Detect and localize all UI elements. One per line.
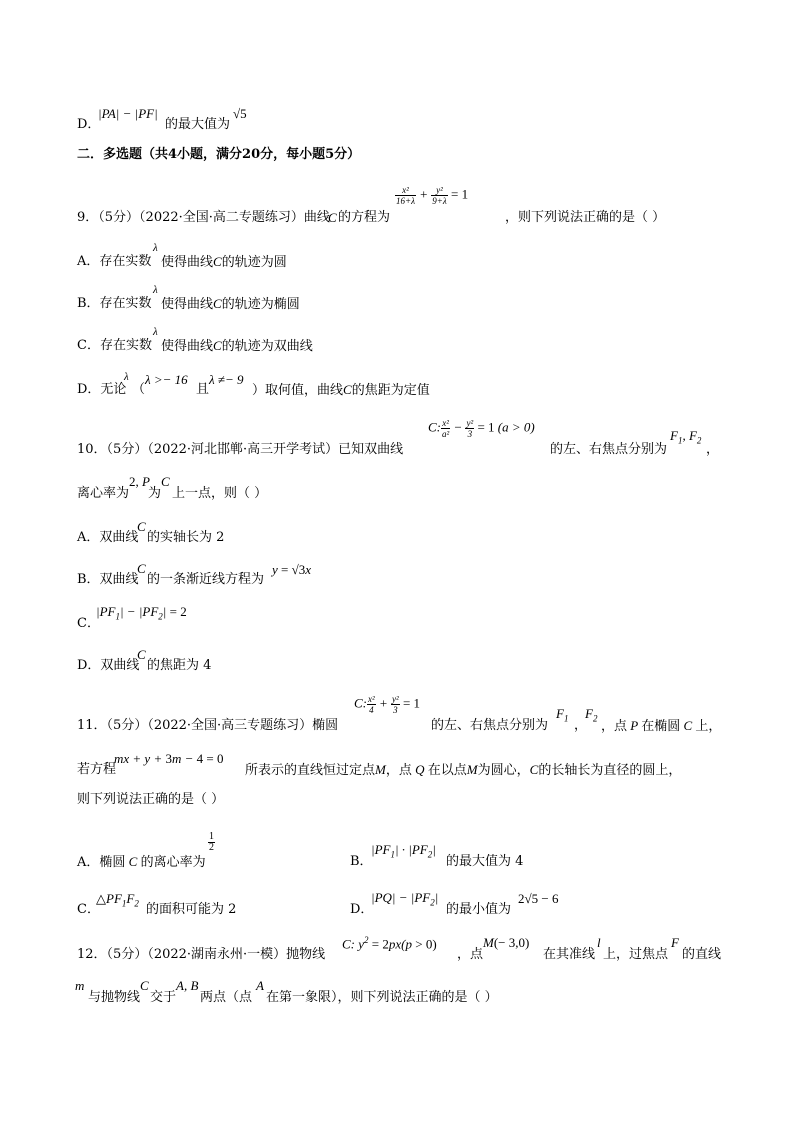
q9-option-c: C．存在实数 <box>77 338 152 353</box>
math-c: C <box>140 978 149 993</box>
q9-stem-b: 的方程为 <box>338 210 391 225</box>
q12-line2d: 在第一象限），则下列说法正确的是（ ） <box>266 990 498 1005</box>
math-m: m <box>75 978 85 993</box>
q10-option-d: D．双曲线 <box>77 658 140 673</box>
q9-stem-c: ，则下列说法正确的是（ ） <box>505 210 666 225</box>
math-c: C <box>137 647 146 662</box>
q11-line2: 所表示的直线恒过定点M，点 Q 在以点M为圆心，C的长轴长为直径的圆上， <box>245 762 682 778</box>
math-c: C <box>161 474 170 489</box>
q9-d3: 且 <box>196 382 210 397</box>
q12-line2a: 与抛物线 <box>88 990 141 1005</box>
q9-b2: 使得曲线C的轨迹为椭圆 <box>161 296 300 312</box>
q11-stem-cde: ，点 P 在椭圆 C 上， <box>601 718 722 734</box>
math-c: C <box>137 519 146 534</box>
q10-stem-a: 10．（5分）（2022·河北邯郸·高三开学考试）已知双曲线 <box>77 442 404 457</box>
math-l: l <box>597 935 601 950</box>
q10-d2: 的焦距为 4 <box>147 658 212 673</box>
q12-line2b: 交于 <box>150 990 177 1005</box>
q9-option-a: A．存在实数 <box>77 254 152 269</box>
math-pq-pf2: $|PQ| - |PF_2|$ <box>371 890 439 908</box>
q9-c: C <box>328 210 337 225</box>
q11-option-a: A．椭圆 C 的离心率为 <box>77 854 206 870</box>
q10-option-b: B．双曲线 <box>77 572 139 587</box>
math-m-point: M(− 3,0) <box>483 935 530 950</box>
q11-c2: 的面积可能为 2 <box>146 902 237 917</box>
q9-option-b: B．存在实数 <box>77 296 152 311</box>
q11-option-c: C． <box>77 902 100 917</box>
q11-comma: ， <box>574 718 588 733</box>
q9-d2: （ <box>132 382 146 397</box>
q11-option-b: B． <box>350 854 373 869</box>
math-parabola: C: $y^2 = 2px(p > 0)$ <box>342 935 437 952</box>
q10-b2: 的一条渐近线方程为 <box>147 572 265 587</box>
math-f1: $F_1$ <box>556 706 569 724</box>
math-pf1-pf2: $|PF_1| - |PF_2| = 2$ <box>96 604 187 622</box>
q11-d2: 的最小值为 <box>446 902 512 917</box>
q11-option-d: D． <box>350 902 374 917</box>
lambda: λ <box>153 242 158 254</box>
lambda: λ <box>153 284 158 296</box>
q12-stem-b: ，点 <box>457 947 484 962</box>
q12-stem-c: 在其准线 <box>543 947 596 962</box>
math-pa-pf: |PA| − |PF| <box>98 106 158 121</box>
math-pf1-times-pf2: $|PF_1| \cdot |PF_2|$ <box>371 842 436 860</box>
lambda: λ <box>153 326 158 338</box>
q10-line2b: 为 <box>148 486 162 501</box>
lambda: λ <box>124 371 129 383</box>
q12-line2c: 两点（点 <box>200 990 253 1005</box>
q10-option-c: C． <box>77 616 100 631</box>
math-a: A <box>256 978 264 993</box>
math-line-eq: mx + y + 3m − 4 = 0 <box>114 751 224 766</box>
q12-stem-a: 12．（5分）（2022·湖南永州·一模）抛物线 <box>77 947 326 962</box>
q10-stem-c: ， <box>706 442 720 457</box>
q11-stem-b: 的左、右焦点分别为 <box>431 718 549 733</box>
q9-d4: ）取何值，曲线C的焦距为定值 <box>252 382 430 398</box>
q9-a2: 使得曲线C的轨迹为圆 <box>161 254 287 270</box>
q11-line2a: 若方程 <box>77 762 117 777</box>
math-c: C <box>137 561 146 576</box>
q11-stem-a: 11．（5分）（2022·全国·高三专题练习）椭圆 <box>77 718 339 733</box>
text-max: 的最大值为 <box>165 117 231 132</box>
q9-stem-a: 9．（5分）（2022·全国·高二专题练习）曲线 <box>77 210 330 225</box>
q9-option-d: D．无论 <box>77 382 127 397</box>
q10-equation: C: $\frac{\text{x²}}{\text{a²}}$ − $\frac{\text{y²}}{3}$ = 1 (a > 0) <box>428 418 535 439</box>
q10-line2a: 离心率为 <box>77 486 130 501</box>
math-lambda-ne: λ ≠− 9 <box>209 372 244 387</box>
math-2sqrt5-6: 2√5 − 6 <box>518 891 559 906</box>
section-title: 二．多选题（共4小题，满分20分，每小题5分） <box>77 147 361 162</box>
math-half: $\frac{1}{2}$ <box>209 831 214 853</box>
option-d-prev: D． <box>77 117 101 132</box>
math-f2: $F_2$ <box>585 706 598 724</box>
math-f1f2: $F_1$, $F_2$ <box>670 428 702 446</box>
math-asymptote: y = √3x <box>272 562 312 577</box>
q10-option-a: A．双曲线 <box>77 530 139 545</box>
q9-c2: 使得曲线C的轨迹为双曲线 <box>161 338 313 354</box>
q11-line3: 则下列说法正确的是（ ） <box>77 792 225 807</box>
q10-line2c: 上一点，则（ ） <box>172 486 268 501</box>
q12-stem-e: 的直线 <box>682 947 722 962</box>
math-lambda-gt: λ >− 16 <box>145 372 188 387</box>
math-sqrt5: √5 <box>233 106 247 121</box>
q9-equation: $\frac{\text{x²}}{16+\lambda}$ + $\frac{\text{y²}}{9+\lambda}$ = 1 <box>396 185 469 206</box>
q10-a2: 的实轴长为 2 <box>147 530 225 545</box>
math-triangle: $\triangle PF_1F_2$ <box>96 891 139 909</box>
math-ab: A, B <box>176 978 199 993</box>
q10-stem-b: 的左、右焦点分别为 <box>550 442 668 457</box>
q11-equation: C: $\frac{\text{x²}}{4}$ + $\frac{\text{y²}}{3}$ = 1 <box>354 694 421 715</box>
q12-stem-d: 上，过焦点 <box>603 947 669 962</box>
math-f: F <box>671 935 679 950</box>
q11-b2: 的最大值为 4 <box>446 854 524 869</box>
math-2p: 2, P <box>129 474 150 489</box>
